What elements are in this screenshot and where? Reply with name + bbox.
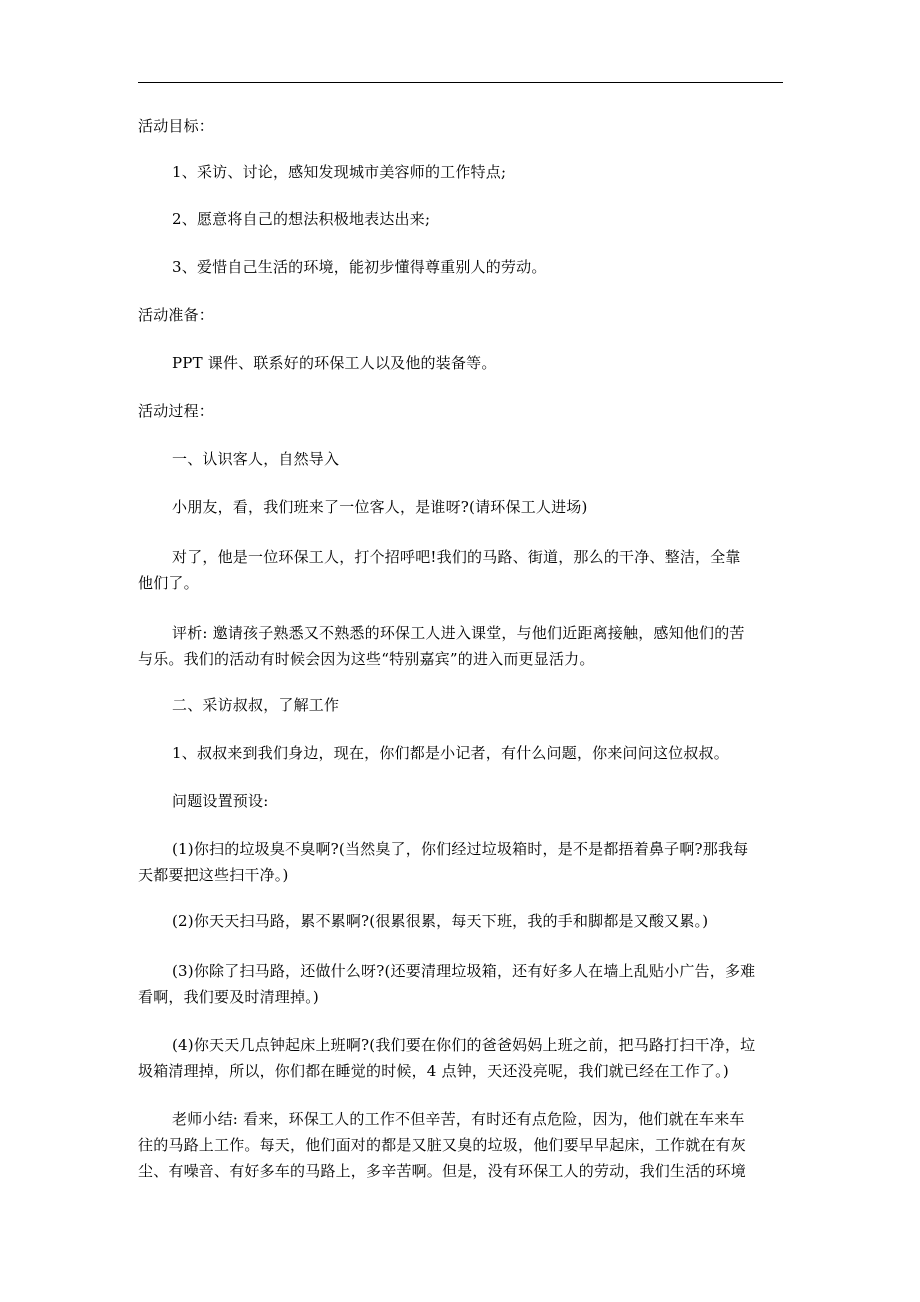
summary-line-2: 往的马路上工作。每天，他们面对的都是又脏又臭的垃圾，他们要早早起床，工作就在有灰 — [138, 1136, 747, 1154]
step2-title: 二、采访叔叔，了解工作 — [172, 696, 340, 714]
step1-paragraph-2-line-2: 他们了。 — [138, 574, 199, 592]
goal-heading: 活动目标： — [138, 117, 215, 135]
prep-text: PPT 课件、联系好的环保工人以及他的装备等。 — [172, 354, 497, 372]
question-4-line-2: 圾箱清理掉，所以，你们都在睡觉的时候，4 点钟，天还没亮呢，我们就已经在工作了。) — [138, 1062, 729, 1080]
prep-heading: 活动准备： — [138, 306, 215, 324]
summary-line-1: 老师小结: 看来，环保工人的工作不但辛苦，有时还有点危险，因为，他们就在车来车 — [172, 1110, 745, 1128]
question-1-line-2: 天都要把这些扫干净。) — [138, 866, 289, 884]
questions-heading: 问题设置预设: — [172, 792, 269, 810]
question-2-line-1: (2)你天天扫马路，累不累啊?(很累很累，每天下班，我的手和脚都是又酸又累。) — [172, 912, 709, 930]
question-1-line-1: (1)你扫的垃圾臭不臭啊?(当然臭了，你们经过垃圾箱时，是不是都捂着鼻子啊?那我每 — [172, 840, 749, 858]
goal-item-3: 3、爱惜自己生活的环境，能初步懂得尊重别人的劳动。 — [172, 258, 547, 276]
goal-item-1: 1、采访、讨论，感知发现城市美容师的工作特点; — [172, 163, 507, 181]
step1-title: 一、认识客人，自然导入 — [172, 450, 340, 468]
summary-line-3: 尘、有噪音、有好多车的马路上，多辛苦啊。但是，没有环保工人的劳动，我们生活的环境 — [138, 1162, 747, 1180]
step2-paragraph-1: 1、叔叔来到我们身边，现在，你们都是小记者，有什么问题，你来问问这位叔叔。 — [172, 744, 729, 762]
comment-line-2: 与乐。我们的活动有时候会因为这些“特别嘉宾”的进入而更显活力。 — [138, 650, 595, 668]
question-4-line-1: (4)你天天几点钟起床上班啊?(我们要在你们的爸爸妈妈上班之前，把马路打扫干净，垃 — [172, 1036, 756, 1054]
header-rule — [138, 82, 783, 83]
question-3-line-2: 看啊，我们要及时清理掉。) — [138, 988, 319, 1006]
step1-paragraph-1: 小朋友，看，我们班来了一位客人，是谁呀?(请环保工人进场) — [172, 498, 588, 516]
process-heading: 活动过程： — [138, 402, 215, 420]
step1-paragraph-2-line-1: 对了，他是一位环保工人，打个招呼吧!我们的马路、街道，那么的干净、整洁，全靠 — [172, 548, 741, 566]
goal-item-2: 2、愿意将自己的想法积极地表达出来; — [172, 210, 431, 228]
comment-line-1: 评析: 邀请孩子熟悉又不熟悉的环保工人进入课堂，与他们近距离接触，感知他们的苦 — [172, 624, 745, 642]
question-3-line-1: (3)你除了扫马路，还做什么呀?(还要清理垃圾箱，还有好多人在墙上乱贴小广告，多难 — [172, 962, 756, 980]
